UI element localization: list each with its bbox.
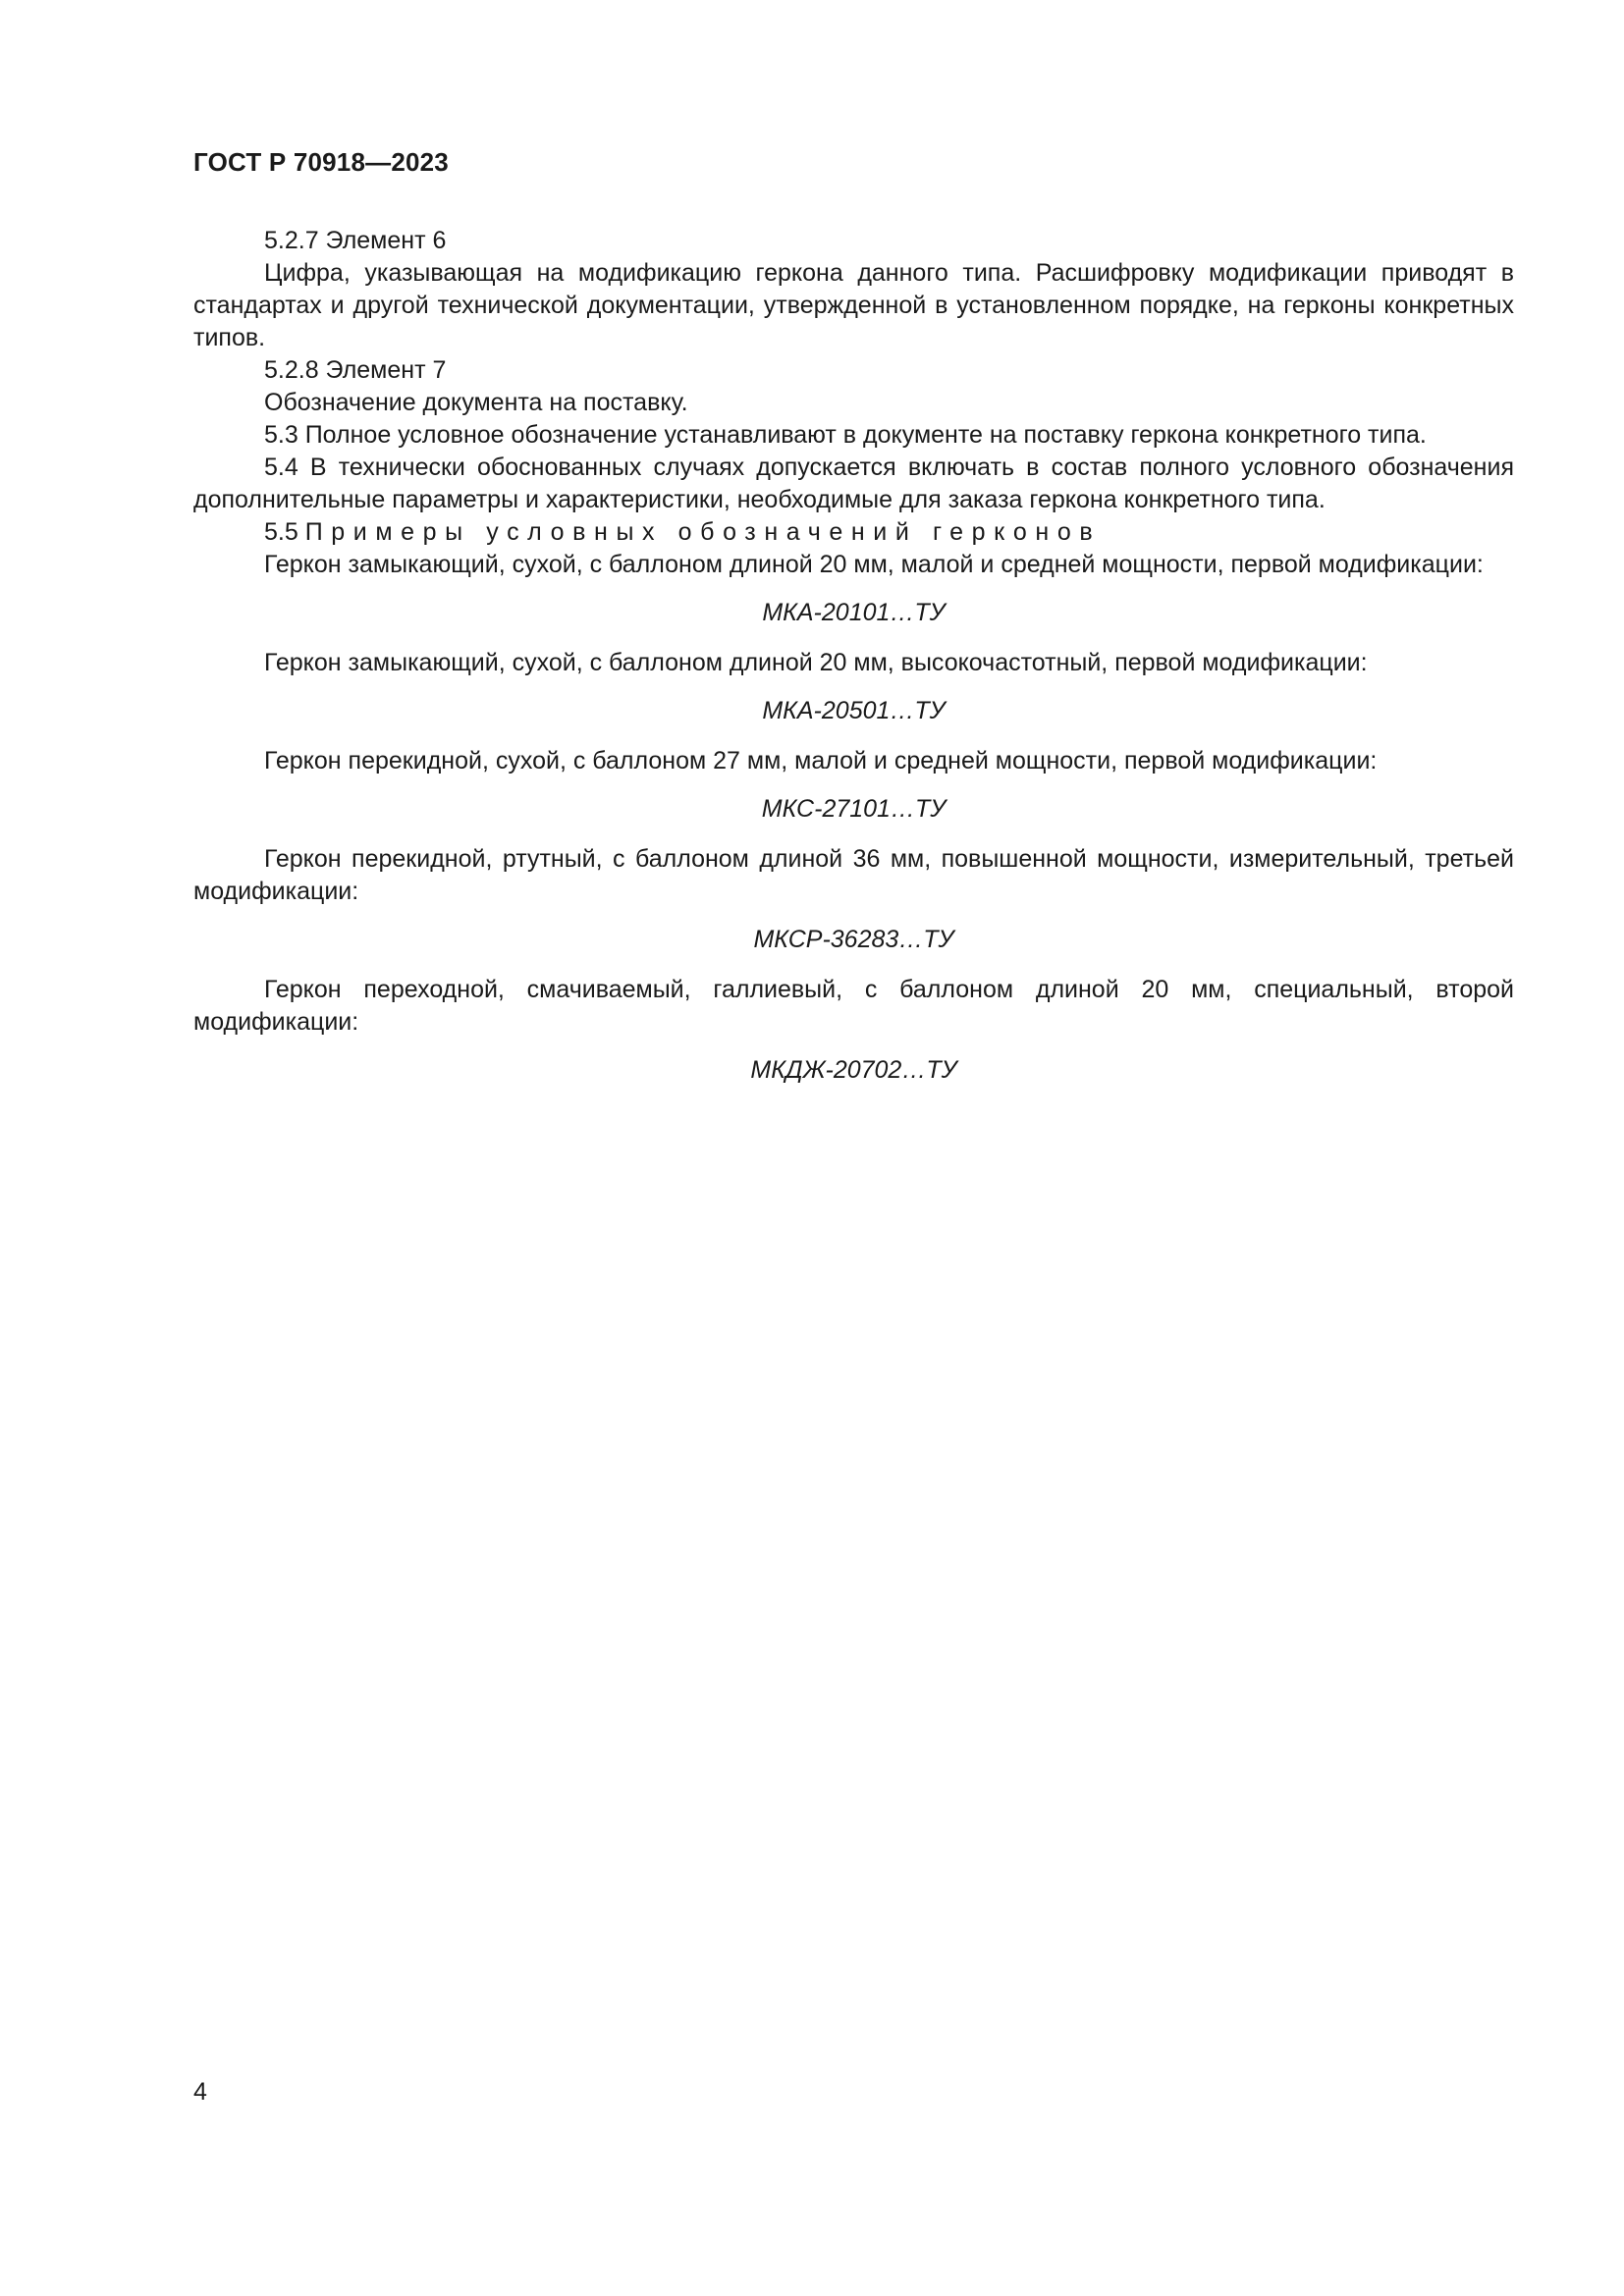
document-body [193, 225, 1514, 1104]
section-5-5-heading [193, 516, 1514, 549]
example-4-description: Геркон перекидной, ртутный, с баллоном длиной 36 мм, повышенной мощности, измерительный, третьей модификации: [193, 845, 1514, 905]
document-code-header: ГОСТ Р 70918—2023 [193, 147, 449, 177]
example-2-description: Геркон замыкающий, сухой, с баллоном длиной 20 мм, высокочастотный, первой модификации: [264, 649, 1368, 676]
section-5-2-8-text: Обозначение документа на поставку. [264, 389, 688, 416]
example-5-description: Геркон переходной, смачиваемый, галлиевый, с баллоном длиной 20 мм, специальный, второй модификации: [193, 976, 1514, 1036]
section-5-2-7-text: Цифра, указывающая на модификацию геркона данного типа. Расшифровку модификации приводят в стандартах и другой технической документации, утвержденной в установленном порядке, на герконы конкретных типов. [193, 259, 1514, 351]
section-5-2-8-heading: 5.2.8 Элемент 7 [264, 356, 447, 384]
example-1-designation: МКА-20101…ТУ [762, 599, 946, 626]
example-4-designation: МКСР-36283…ТУ [753, 926, 954, 953]
page-number: 4 [193, 2078, 207, 2106]
section-5-5-title: Примеры условных обозначений герконов [304, 518, 1102, 546]
example-3-description: Геркон перекидной, сухой, с баллоном 27 мм, малой и средней мощности, первой модификации: [264, 747, 1378, 774]
section-5-2-7-heading: 5.2.7 Элемент 6 [264, 227, 447, 254]
example-1-description: Геркон замыкающий, сухой, с баллоном длиной 20 мм, малой и средней мощности, первой модификации: [264, 551, 1484, 578]
section-5-5-number: 5.5 [264, 518, 298, 546]
example-3-designation: МКС-27101…ТУ [761, 795, 947, 823]
example-2-designation: МКА-20501…ТУ [762, 697, 946, 724]
section-5-3-text: 5.3 Полное условное обозначение устанавливают в документе на поставку геркона конкретного типа. [264, 421, 1427, 449]
example-5-designation: МКДЖ-20702…ТУ [750, 1056, 957, 1084]
section-5-4-text: 5.4 В технически обоснованных случаях допускается включать в состав полного условного обозначения дополнительные параметры и характеристики, необходимые для заказа геркона конкретного типа. [193, 454, 1514, 513]
